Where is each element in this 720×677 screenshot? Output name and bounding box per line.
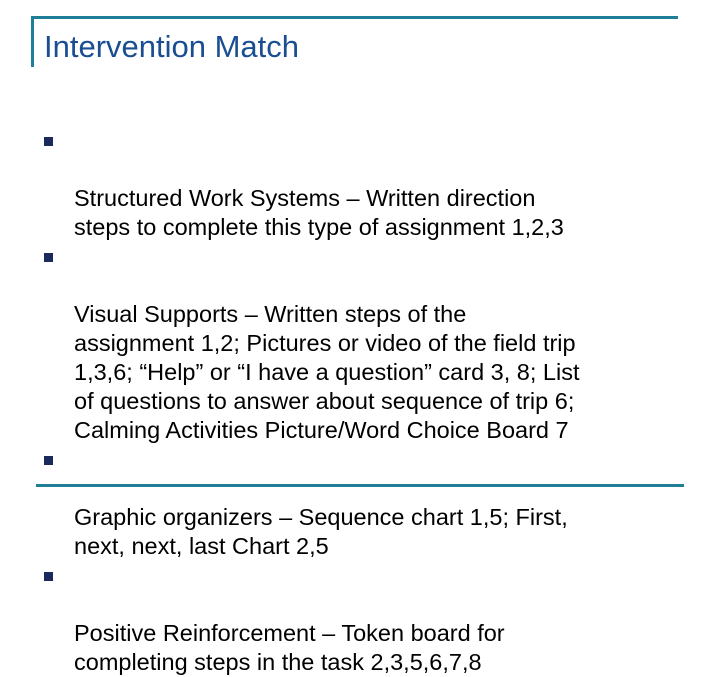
bullet-item-structured-work-systems (44, 126, 684, 242)
square-bullet-icon (44, 253, 53, 262)
square-bullet-icon (44, 137, 53, 146)
bottom-rule (36, 484, 684, 487)
bullet-text: Visual Supports – Written steps of the assignment 1,2; Pictures or video of the field trip 1,3,6; “Help” or “I have a question” card 3, 8; List of questions to answer about sequence of trip 6; Calming Activities Picture/Word Choice Board 7 (74, 301, 580, 443)
square-bullet-icon (44, 572, 53, 581)
square-bullet-icon (44, 456, 53, 465)
slide-title: Intervention Match (44, 29, 300, 64)
bullet-list (44, 126, 684, 677)
bullet-text: Positive Reinforcement – Token board for completing steps in the task 2,3,5,6,7,8 (74, 620, 505, 675)
title-frame-top-line (31, 16, 678, 19)
bullet-text: Graphic organizers – Sequence chart 1,5; First, next, next, last Chart 2,5 (74, 504, 568, 559)
bullet-item-positive-reinforcement (44, 561, 684, 677)
title-frame-left-line (31, 16, 34, 67)
bullet-item-visual-supports (44, 242, 684, 445)
bullet-item-graphic-organizers (44, 445, 684, 561)
bullet-text: Structured Work Systems – Written direction steps to complete this type of assignment 1,2,3 (74, 185, 564, 240)
